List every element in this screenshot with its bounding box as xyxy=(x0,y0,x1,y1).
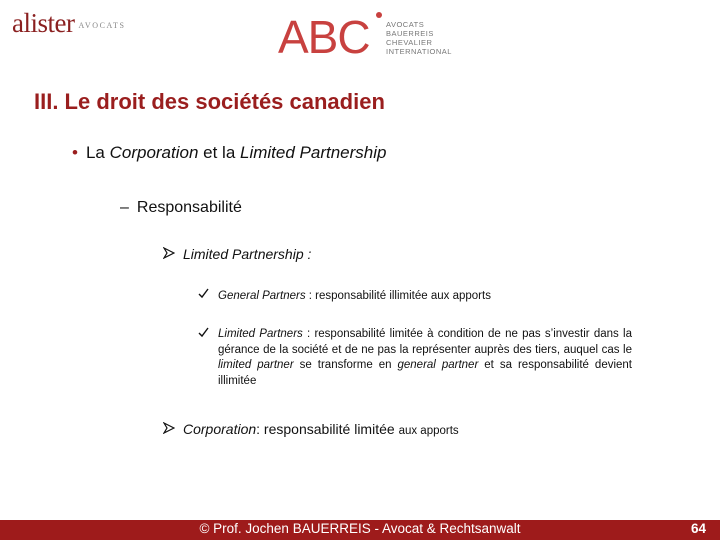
bullet1-text-d: Limited Partnership xyxy=(240,143,387,162)
bullet1-text-b: Corporation xyxy=(109,143,199,162)
check2-italic3: general partner xyxy=(397,359,479,371)
abci-tagline xyxy=(386,20,452,56)
bullet-dot: • xyxy=(72,143,78,162)
check2-italic2: limited partner xyxy=(218,359,294,371)
check2-italic1: Limited Partners xyxy=(218,328,303,340)
abci-tagline-line: BAUERREIS xyxy=(386,29,434,38)
bullet-responsabilite xyxy=(120,199,242,217)
check1-rest: : responsabilité illimitée aux apports xyxy=(305,290,491,302)
check2-part2: se transforme en xyxy=(293,359,398,371)
check2-part3: et sa responsabilité devient illimitée xyxy=(218,359,633,387)
abci-tagline-line: CHEVALIER xyxy=(386,38,433,47)
bullet3-text: Limited Partnership : xyxy=(183,246,312,262)
check-icon xyxy=(198,327,212,343)
check-icon xyxy=(198,288,212,304)
bullet-corporation xyxy=(163,421,459,437)
alister-logo xyxy=(12,8,126,39)
alister-logo-sub: AVOCATS xyxy=(78,21,126,30)
bullet4-italic: Corporation xyxy=(183,421,257,437)
bullet4-small: aux apports xyxy=(398,425,459,437)
arrow-icon xyxy=(163,246,177,262)
bullet2-text: Responsabilité xyxy=(136,199,242,216)
arrow-icon xyxy=(163,421,177,437)
alister-logo-word: alister xyxy=(12,8,75,38)
page-number: 64 xyxy=(690,521,706,536)
bullet-corporation-lp xyxy=(72,143,386,163)
bullet1-text-c: et la xyxy=(198,143,241,162)
abci-logo-dot xyxy=(376,12,382,18)
bullet1-text-a: La xyxy=(85,143,110,162)
footer-text: © Prof. Jochen BAUERREIS - Avocat & Rechtsanwalt xyxy=(199,521,521,536)
abci-logo xyxy=(278,11,370,63)
check-limited-partners xyxy=(198,327,632,389)
bullet-limited-partnership xyxy=(163,246,311,262)
dash-marker: – xyxy=(120,199,129,216)
check-general-partners xyxy=(198,288,491,305)
check2-paragraph xyxy=(218,327,632,389)
abci-tagline-line: AVOCATS xyxy=(386,20,425,29)
check1-italic: General Partners xyxy=(218,290,306,302)
slide-title: III. Le droit des sociétés canadien xyxy=(34,89,385,114)
abci-tagline-line: INTERNATIONAL xyxy=(386,47,452,56)
abci-logo-letters: ABC xyxy=(278,11,370,63)
check2-part1: : responsabilité limitée à condition de ne pas s’investir dans la gérance de la société et de ne pas la représenter auprès des tiers, auquel cas le xyxy=(218,328,632,356)
bullet4-rest: : responsabilité limitée xyxy=(256,421,399,437)
